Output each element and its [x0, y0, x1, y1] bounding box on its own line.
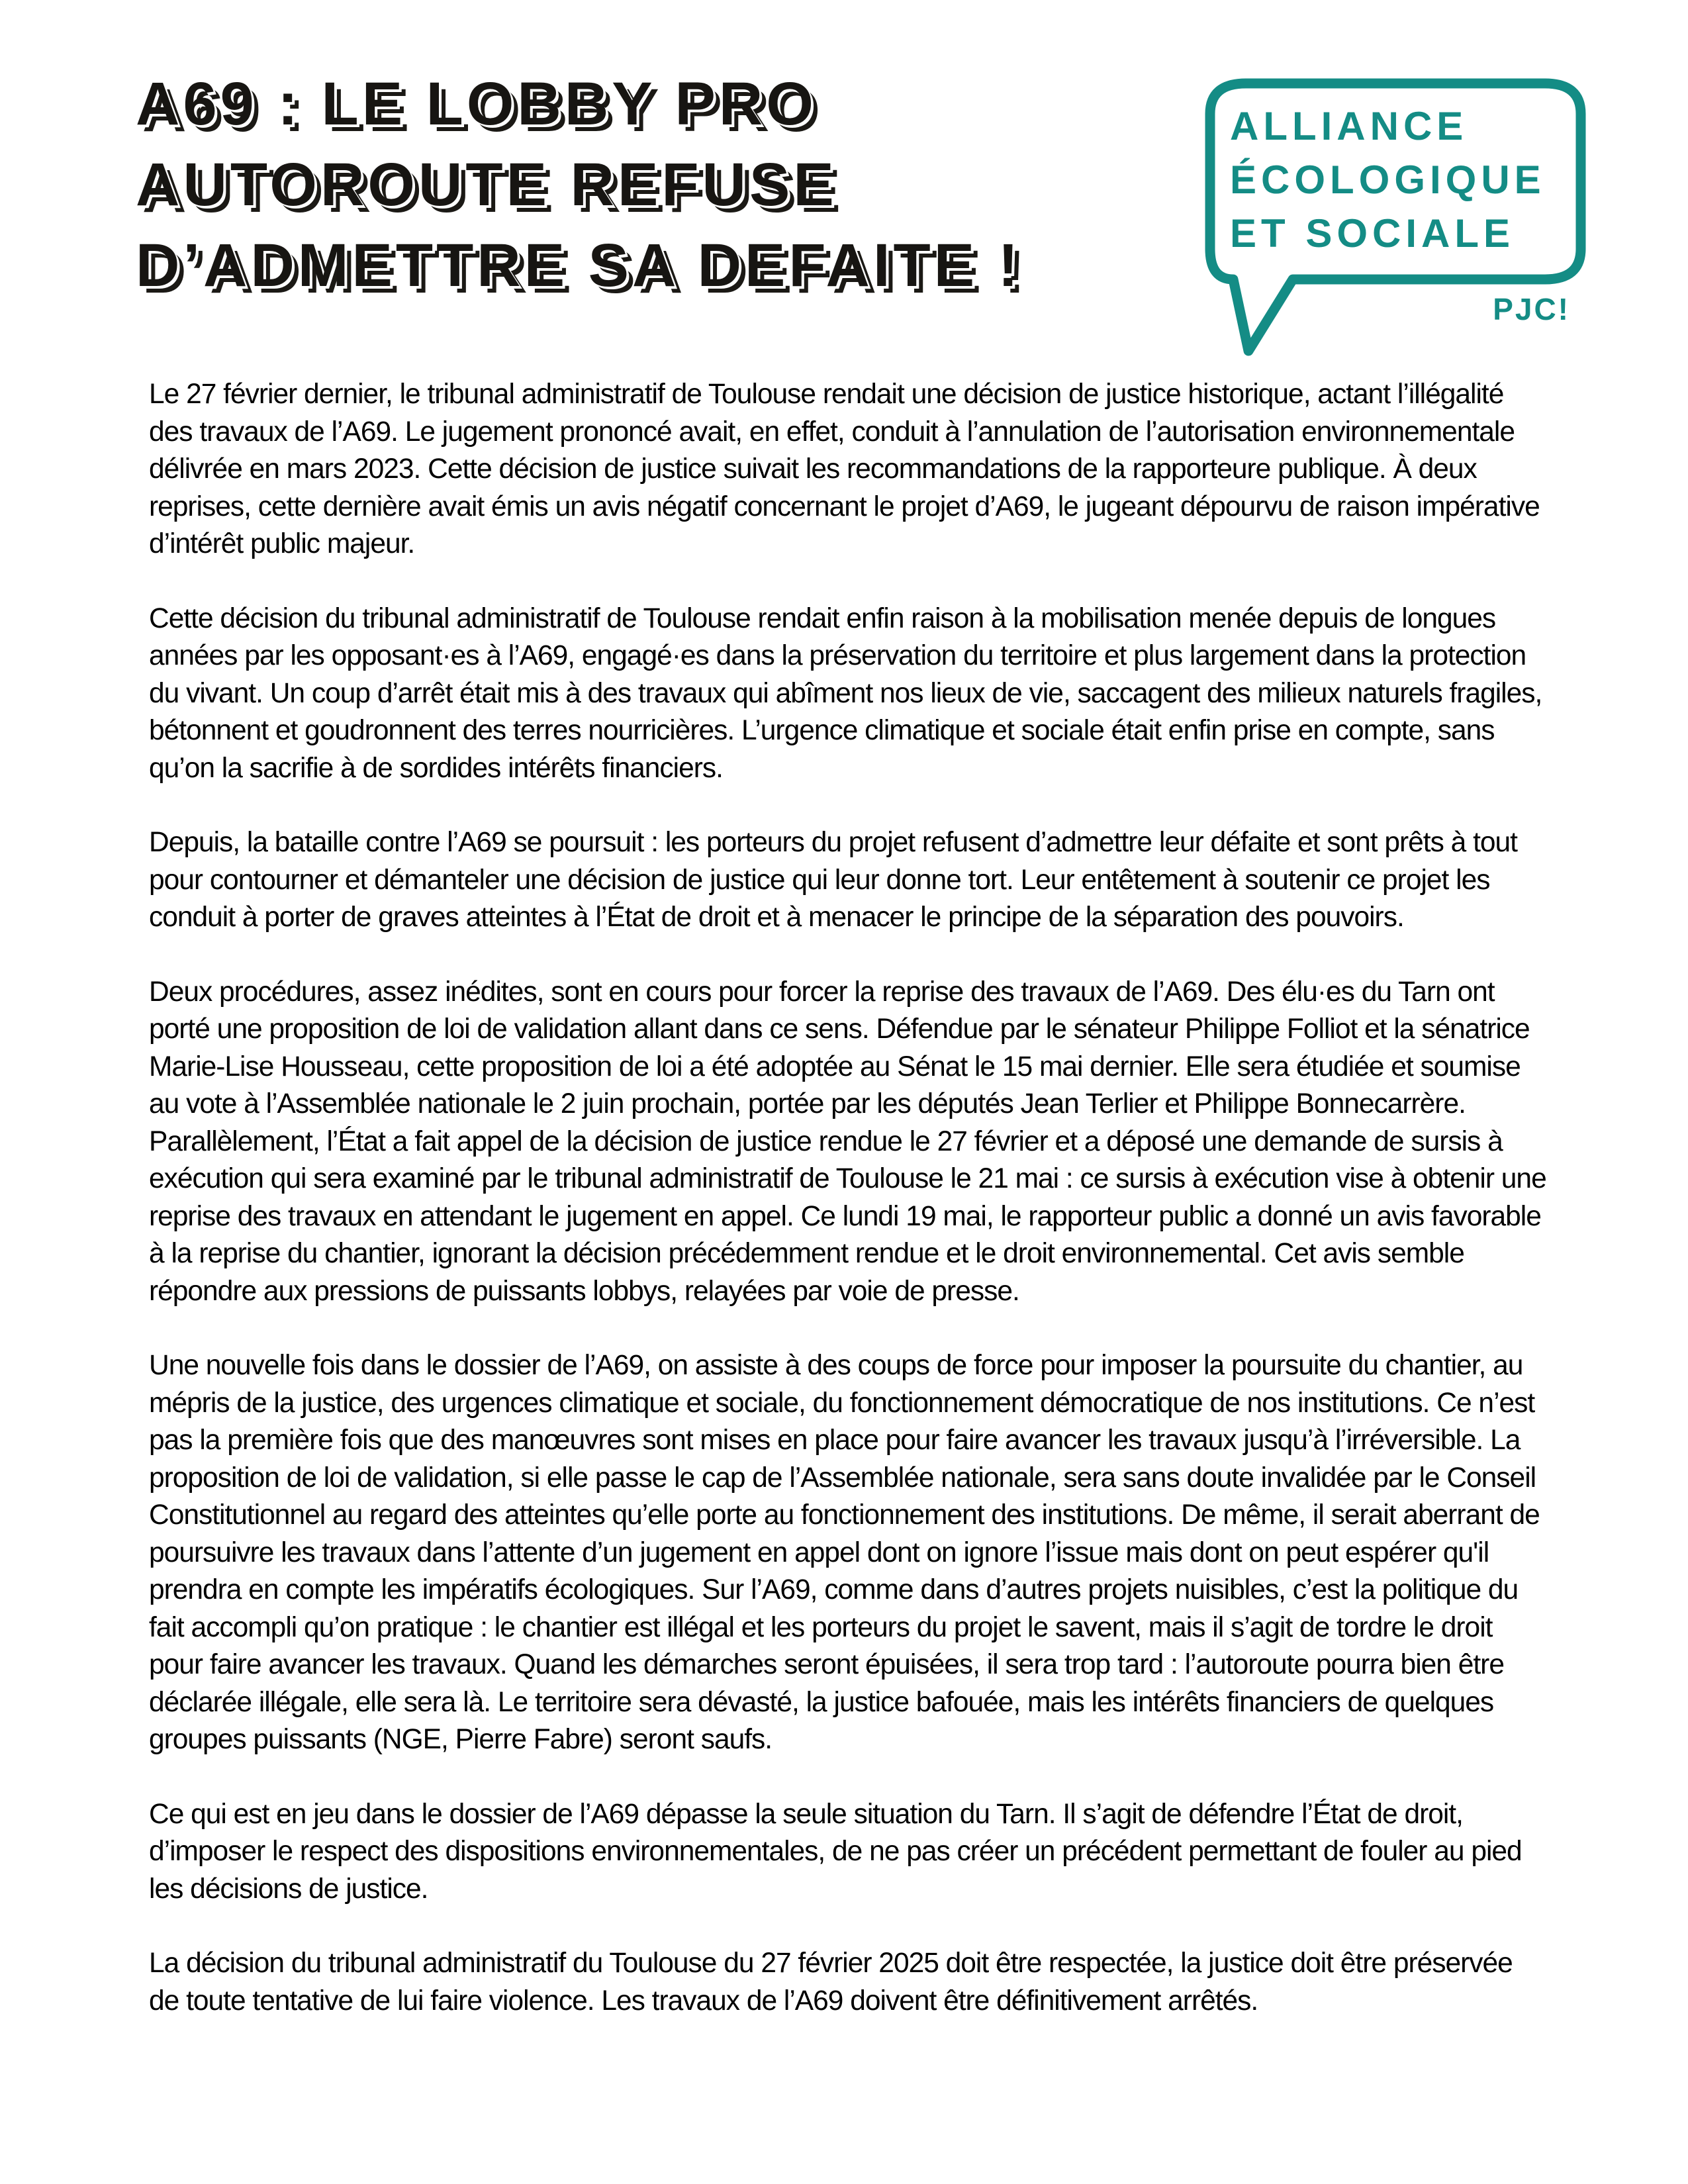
paragraph-3: Depuis, la bataille contre l’A69 se poursuit : les porteurs du projet refusent d’admettre leur défaite et sont prêts à tout pour contourner et démanteler une décision de justice qui leur donne tort. Leur entêtement à soutenir ce projet les conduit à porter de graves atteintes à l’État de droit et à menacer le principe de la séparation des pouvoirs. [149, 827, 1517, 933]
title-line-1: A69 : LE LOBBY PRO [136, 70, 817, 138]
paragraph-2: Cette décision du tribunal administratif de Toulouse rendait enfin raison à la mobilisation menée depuis de longues années par les opposant·es à l’A69, engagé·es dans la préservation du territoire et plus largement dans la protection du vivant. Un coup d’arrêt était mis à des travaux qui abîment nos lieux de vie, saccagent des milieux naturels fragiles, bétonnent et goudronnent des terres nourricières. L’urgence climatique et sociale était enfin prise en compte, sans qu’on la sacrifie à de sordides intérêts financiers. [149, 602, 1542, 784]
logo-line-3: ET SOCIALE [1230, 211, 1515, 256]
title-line-2: AUTOROUTE REFUSE [136, 151, 837, 218]
page-title [136, 64, 1208, 306]
logo-tagline: PJC! [1493, 292, 1570, 326]
paragraph-7: La décision du tribunal administratif du Toulouse du 27 février 2025 doit être respectée, la justice doit être préservée de toute tentative de lui faire violence. Les travaux de l’A69 doivent être définitivement arrêtés. [149, 1948, 1513, 2017]
aes-logo [1205, 78, 1589, 373]
document-body [149, 376, 1549, 2020]
paragraph-6: Ce qui est en jeu dans le dossier de l’A69 dépasse la seule situation du Tarn. Il s’agit de défendre l’État de droit, d’imposer le respect des dispositions environnementales, de ne pas créer un précédent permettant de fouler au pied les décisions de justice. [149, 1798, 1522, 1905]
paragraph-1: Le 27 février dernier, le tribunal administratif de Toulouse rendait une décision de justice historique, actant l’illégalité des travaux de l’A69. Le jugement prononcé avait, en effet, conduit à l’annulation de l’autorisation environnementale délivrée en mars 2023. Cette décision de justice suivait les recommandations de la rapporteure publique. À deux reprises, cette dernière avait émis un avis négatif concernant le projet d’A69, le jugeant dépourvu de raison impérative d’intérêt public majeur. [149, 379, 1540, 559]
paragraph-4: Deux procédures, assez inédites, sont en cours pour forcer la reprise des travaux de l’A69. Des élu·es du Tarn ont porté une proposition de loi de validation allant dans ce sens. Défendue par le sénateur Philippe Folliot et la sénatrice Marie-Lise Housseau, cette proposition de loi a été adoptée au Sénat le 15 mai dernier. Elle sera étudiée et soumise au vote à l’Assemblée nationale le 2 juin prochain, portée par les députés Jean Terlier et Philippe Bonnecarrère. Parallèlement, l’État a fait appel de la décision de justice rendue le 27 février et a déposé une demande de sursis à exécution qui sera examiné par le tribunal administratif de Toulouse le 21 mai : ce sursis à exécution vise à obtenir une reprise des travaux en attendant le jugement en appel. Ce lundi 19 mai, le rapporteur public a donné un avis favorable à la reprise du chantier, ignorant la décision précédemment rendue et le droit environnemental. Cet avis semble répondre aux pressions de puissants lobbys, relayées par voie de presse. [149, 976, 1546, 1307]
logo-line-2: ÉCOLOGIQUE [1230, 158, 1546, 202]
paragraph-5: Une nouvelle fois dans le dossier de l’A69, on assiste à des coups de force pour imposer la poursuite du chantier, au mépris de la justice, des urgences climatique et sociale, du fonctionnement démocratique de nos institutions. Ce n’est pas la première fois que des manœuvres sont mises en place pour faire avancer les travaux jusqu’à l’irréversible. La proposition de loi de validation, si elle passe le cap de l’Assemblée nationale, sera sans doute invalidée par le Conseil Constitutionnel au regard des atteintes qu’elle porte au fonctionnement des institutions. De même, il serait aberrant de poursuivre les travaux dans l’attente d’un jugement en appel dont on ignore l’issue mais dont on peut espérer qu'il prendra en compte les impératifs écologiques. Sur l’A69, comme dans d’autres projets nuisibles, c’est la politique du fait accompli qu’on pratique : le chantier est illégal et les porteurs du projet le savent, mais il s’agit de tordre le droit pour faire avancer les travaux. Quand les démarches seront épuisées, il sera trop tard : l’autoroute pourra bien être déclarée illégale, elle sera là. Le territoire sera dévasté, la justice bafouée, mais les intérêts financiers de quelques groupes puissants (NGE, Pierre Fabre) seront saufs. [149, 1350, 1540, 1755]
document-header [0, 0, 1688, 376]
logo-line-1: ALLIANCE [1230, 104, 1468, 148]
logo-wordmark [1230, 99, 1546, 260]
title-line-3: D’ADMETTRE SA DEFAITE ! [136, 232, 1022, 299]
